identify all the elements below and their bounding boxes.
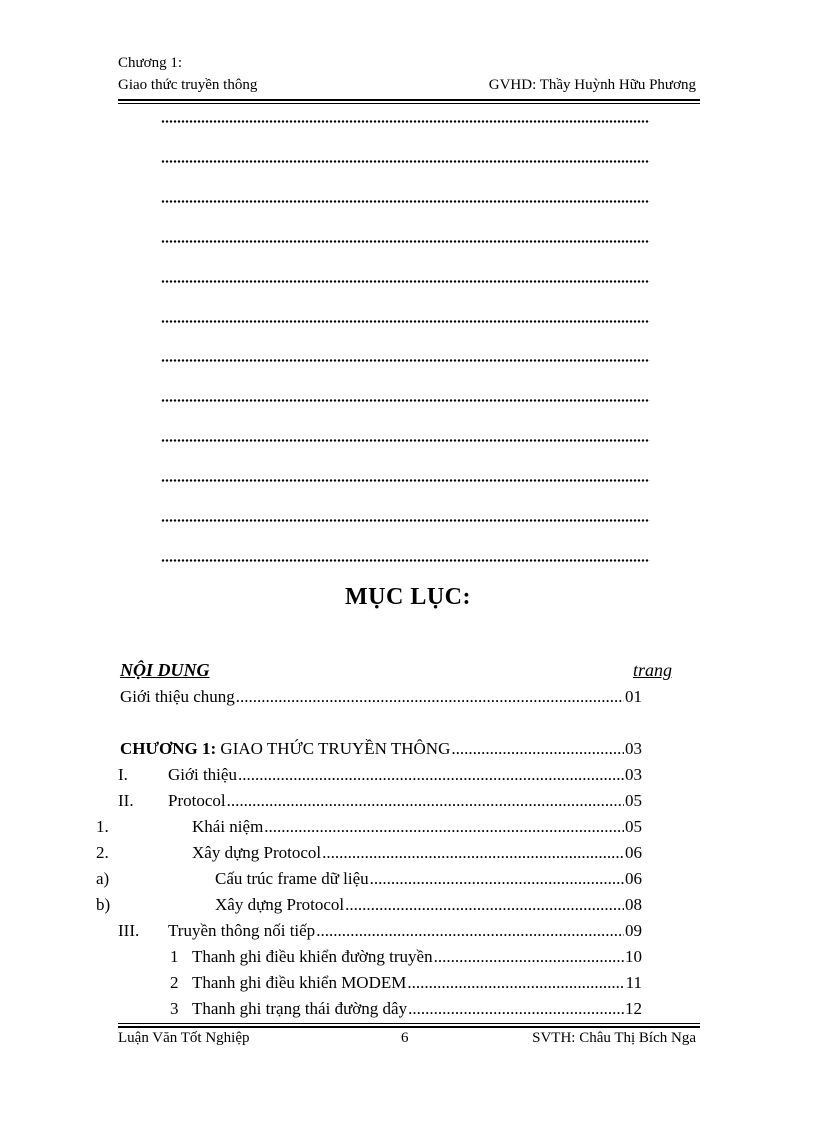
toc-entry-page: 10 bbox=[625, 947, 642, 966]
toc-entry-text: Giới thiệu bbox=[168, 765, 237, 784]
toc-entry bbox=[120, 686, 642, 708]
toc-entry bbox=[168, 920, 642, 942]
header-subject: Giao thức truyền thông bbox=[118, 77, 258, 93]
toc-entry bbox=[168, 764, 642, 786]
toc-entry-text: Protocol bbox=[168, 791, 226, 810]
toc-number: b) bbox=[96, 895, 111, 914]
dotted-line bbox=[161, 200, 650, 203]
toc-row bbox=[0, 894, 816, 916]
header-chapter: Chương 1: bbox=[118, 55, 182, 71]
toc-entry-page: 05 bbox=[625, 817, 642, 836]
toc-entry-page: 09 bbox=[625, 921, 642, 940]
toc-row bbox=[0, 946, 816, 968]
dotted-line bbox=[161, 160, 650, 163]
toc-entry bbox=[192, 972, 642, 994]
toc-header-page: trang bbox=[632, 660, 672, 680]
toc-entry bbox=[192, 998, 642, 1020]
toc-entry-page: 06 bbox=[625, 869, 642, 888]
toc-entry-page: 01 bbox=[625, 687, 642, 706]
toc-entry bbox=[192, 842, 642, 864]
toc-entry-page: 06 bbox=[625, 843, 642, 862]
toc-entry-page: 11 bbox=[625, 973, 642, 992]
toc-entry-text: Xây dựng Protocol bbox=[215, 895, 345, 914]
toc-entry bbox=[215, 868, 642, 890]
toc-entry-page: 03 bbox=[625, 739, 642, 758]
toc-entry-text: Khái niệm bbox=[192, 817, 264, 836]
toc-entry-page: 03 bbox=[625, 765, 642, 784]
toc-entry-page: 08 bbox=[625, 895, 642, 914]
header-advisor: GVHD: Thầy Huỳnh Hữu Phương bbox=[488, 77, 696, 93]
footer-page-number: 6 bbox=[401, 1030, 409, 1046]
toc-row bbox=[0, 842, 816, 864]
toc-entry bbox=[120, 738, 642, 760]
dotted-line bbox=[161, 559, 650, 562]
footer-rule-thin bbox=[118, 1023, 700, 1024]
toc-row bbox=[0, 920, 816, 942]
toc-row bbox=[0, 686, 816, 708]
toc-entry bbox=[192, 816, 642, 838]
toc-number: 2 bbox=[170, 973, 179, 992]
toc-row bbox=[0, 868, 816, 890]
toc-entry-text: Thanh ghi trạng thái đường dây bbox=[192, 999, 408, 1018]
dotted-line bbox=[161, 120, 650, 123]
toc-row bbox=[0, 738, 816, 760]
header-rule-thick bbox=[118, 99, 700, 101]
toc-entry bbox=[215, 894, 642, 916]
toc-entry-page: 12 bbox=[625, 999, 642, 1018]
toc-header-content: NỘI DUNG bbox=[120, 660, 210, 680]
toc-entry-text: Truyền thông nối tiếp bbox=[168, 921, 316, 940]
toc-entry-text: CHƯƠNG 1: GIAO THỨC TRUYỀN THÔNG bbox=[120, 739, 451, 758]
dotted-line bbox=[161, 439, 650, 442]
dotted-line bbox=[161, 399, 650, 402]
dotted-line bbox=[161, 359, 650, 362]
toc-row bbox=[0, 972, 816, 994]
toc-chapter-title: GIAO THỨC TRUYỀN THÔNG bbox=[216, 739, 451, 758]
dotted-line bbox=[161, 519, 650, 522]
dotted-line bbox=[161, 280, 650, 283]
footer-rule-thick bbox=[118, 1026, 700, 1028]
toc-number: III. bbox=[118, 921, 140, 940]
toc-number: 3 bbox=[170, 999, 179, 1018]
footer-left: Luận Văn Tốt Nghiệp bbox=[118, 1030, 250, 1046]
page-title: MỤC LỤC: bbox=[345, 584, 471, 610]
toc-row bbox=[0, 790, 816, 812]
toc-number: I. bbox=[118, 765, 128, 784]
footer bbox=[118, 1030, 696, 1047]
dotted-line bbox=[161, 320, 650, 323]
toc-entry bbox=[168, 790, 642, 812]
toc-number: 1. bbox=[96, 817, 109, 836]
toc-row bbox=[0, 998, 816, 1020]
toc-entry-text: Thanh ghi điều khiển MODEM bbox=[192, 973, 407, 992]
dotted-line bbox=[161, 240, 650, 243]
dotted-line bbox=[161, 479, 650, 482]
toc-entry-text: Thanh ghi điều khiển đường truyền bbox=[192, 947, 433, 966]
toc-entry-text: Xây dựng Protocol bbox=[192, 843, 322, 862]
toc-number: 2. bbox=[96, 843, 109, 862]
toc-row bbox=[0, 816, 816, 838]
toc-entry-text: Cấu trúc frame dữ liệu bbox=[215, 869, 369, 888]
header-rule-thin bbox=[118, 103, 700, 104]
toc-row bbox=[0, 764, 816, 786]
toc-number: II. bbox=[118, 791, 134, 810]
header-line bbox=[118, 77, 696, 94]
footer-right: SVTH: Châu Thị Bích Nga bbox=[532, 1030, 696, 1046]
toc-number: 1 bbox=[170, 947, 179, 966]
toc-entry bbox=[192, 946, 642, 968]
toc-entry-page: 05 bbox=[625, 791, 642, 810]
toc-entry-text: Giới thiệu chung bbox=[120, 687, 235, 706]
toc-number: a) bbox=[96, 869, 110, 888]
